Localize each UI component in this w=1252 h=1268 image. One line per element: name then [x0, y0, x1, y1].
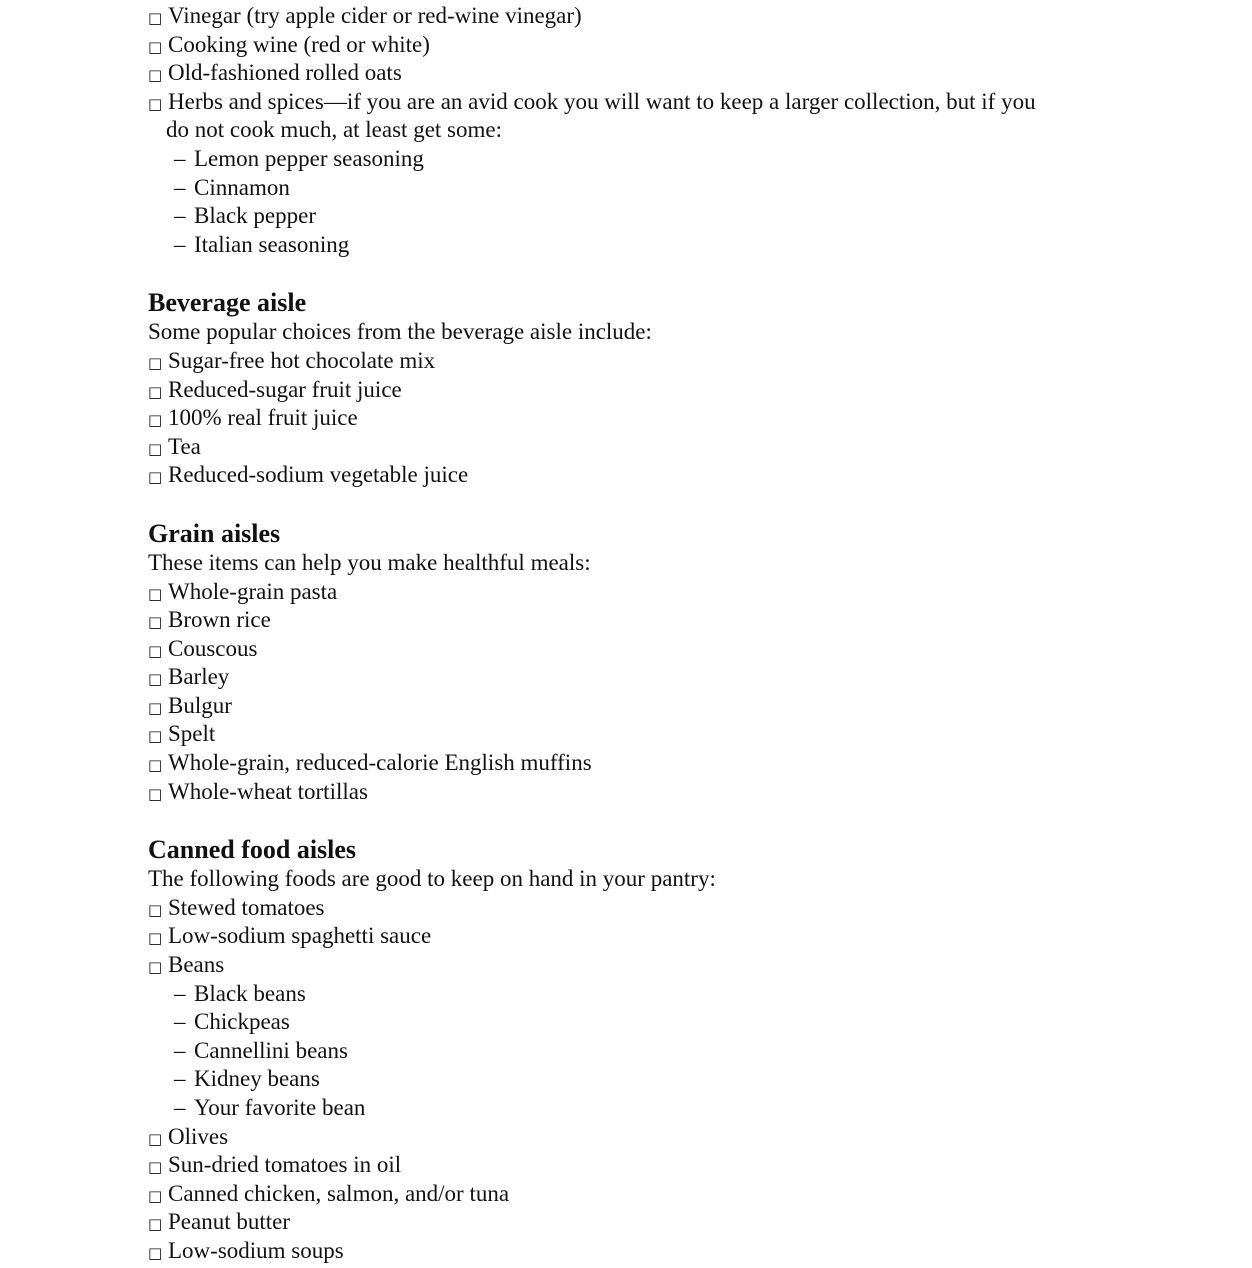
sub-list-item: – Kidney beans	[148, 1065, 1148, 1094]
checkbox-icon: □	[148, 411, 163, 430]
list-item: □ Old-fashioned rolled oats	[148, 59, 1148, 88]
list-item: □ Herbs and spices—if you are an avid cook you will want to keep a larger collection, but if you	[148, 88, 1148, 117]
checkbox-icon: □	[148, 929, 163, 948]
checkbox-icon: □	[148, 670, 163, 689]
checkbox-icon: □	[148, 468, 163, 487]
checkbox-icon: □	[148, 439, 163, 458]
list-item: □ Stewed tomatoes	[148, 894, 1148, 923]
sub-list-item: – Black pepper	[148, 202, 1148, 231]
checkbox-icon: □	[148, 584, 163, 603]
section-heading: Beverage aisle	[148, 288, 307, 318]
dash-icon: –	[174, 1066, 186, 1092]
list-item: □ Low-sodium soups	[148, 1237, 1148, 1266]
document-page	[148, 0, 1148, 1266]
list-item: □ Reduced-sugar fruit juice	[148, 376, 1148, 405]
list-item: □ Bulgur	[148, 692, 1148, 721]
checkbox-icon: □	[148, 698, 163, 717]
list-item: □ Whole-grain, reduced-calorie English muffins	[148, 749, 1148, 778]
checkbox-icon: □	[148, 37, 163, 56]
list-item: □ Beans	[148, 951, 1148, 980]
list-item: □ Whole-wheat tortillas	[148, 778, 1148, 807]
checkbox-icon: □	[148, 641, 163, 660]
section-intro: Some popular choices from the beverage aisle include:	[148, 319, 652, 345]
sub-list-item: – Your favorite bean	[148, 1094, 1148, 1123]
dash-icon: –	[174, 174, 186, 200]
list-item: □ Canned chicken, salmon, and/or tuna	[148, 1180, 1148, 1209]
checkbox-icon: □	[148, 382, 163, 401]
checkbox-icon: □	[148, 1129, 163, 1148]
list-item: □ Reduced-sodium vegetable juice	[148, 461, 1148, 490]
dash-icon: –	[174, 1095, 186, 1120]
list-item: □ Couscous	[148, 635, 1148, 664]
sub-list-item: – Lemon pepper seasoning	[148, 145, 1148, 174]
list-item: □ Peanut butter	[148, 1208, 1148, 1237]
dash-icon: –	[174, 231, 186, 257]
beverage-section	[148, 288, 1148, 490]
checkbox-icon: □	[148, 1215, 163, 1234]
sub-list-item: – Black beans	[148, 980, 1148, 1009]
dash-icon: –	[174, 1009, 186, 1035]
dash-icon: –	[174, 980, 186, 1006]
section-heading: Canned food aisles	[148, 835, 357, 865]
checkbox-icon: □	[148, 613, 163, 632]
section-intro: The following foods are good to keep on hand in your pantry:	[148, 866, 716, 892]
section-heading: Grain aisles	[148, 518, 281, 548]
list-item: □ Barley	[148, 663, 1148, 692]
list-item: □ Vinegar (try apple cider or red-wine vinegar)	[148, 2, 1148, 31]
list-item: □ Spelt	[148, 720, 1148, 749]
checkbox-icon: □	[148, 756, 163, 775]
list-item: □ Sun-dried tomatoes in oil	[148, 1151, 1148, 1180]
checkbox-icon: □	[148, 727, 163, 746]
grain-section	[148, 519, 1148, 806]
pantry-list	[148, 2, 1148, 259]
sub-list-item: – Italian seasoning	[148, 231, 1148, 260]
list-item: □ Tea	[148, 433, 1148, 462]
dash-icon: –	[174, 145, 186, 171]
list-item: □ Sugar-free hot chocolate mix	[148, 347, 1148, 376]
list-item: □ Olives	[148, 1123, 1148, 1152]
checkbox-icon: □	[148, 958, 163, 977]
list-item-continuation: do not cook much, at least get some:	[166, 117, 502, 143]
dash-icon: –	[174, 203, 186, 229]
sub-list-item: – Chickpeas	[148, 1008, 1148, 1037]
list-item: □ Low-sodium spaghetti sauce	[148, 922, 1148, 951]
list-item: □ Whole-grain pasta	[148, 578, 1148, 607]
checkbox-icon: □	[148, 1186, 163, 1205]
checkbox-icon: □	[148, 1243, 163, 1262]
checkbox-icon: □	[148, 94, 163, 113]
dash-icon: –	[174, 1037, 186, 1063]
canned-section	[148, 835, 1148, 1265]
sub-list-item: – Cannellini beans	[148, 1037, 1148, 1066]
checkbox-icon: □	[148, 900, 163, 919]
list-item: □ Brown rice	[148, 606, 1148, 635]
sub-list-item: – Cinnamon	[148, 174, 1148, 203]
list-item: □ Cooking wine (red or white)	[148, 31, 1148, 60]
checkbox-icon: □	[148, 66, 163, 85]
checkbox-icon: □	[148, 1158, 163, 1177]
checkbox-icon: □	[148, 784, 163, 803]
checkbox-icon: □	[148, 9, 163, 27]
section-intro: These items can help you make healthful meals:	[148, 549, 591, 575]
checkbox-icon: □	[148, 353, 163, 372]
list-item: □ 100% real fruit juice	[148, 404, 1148, 433]
